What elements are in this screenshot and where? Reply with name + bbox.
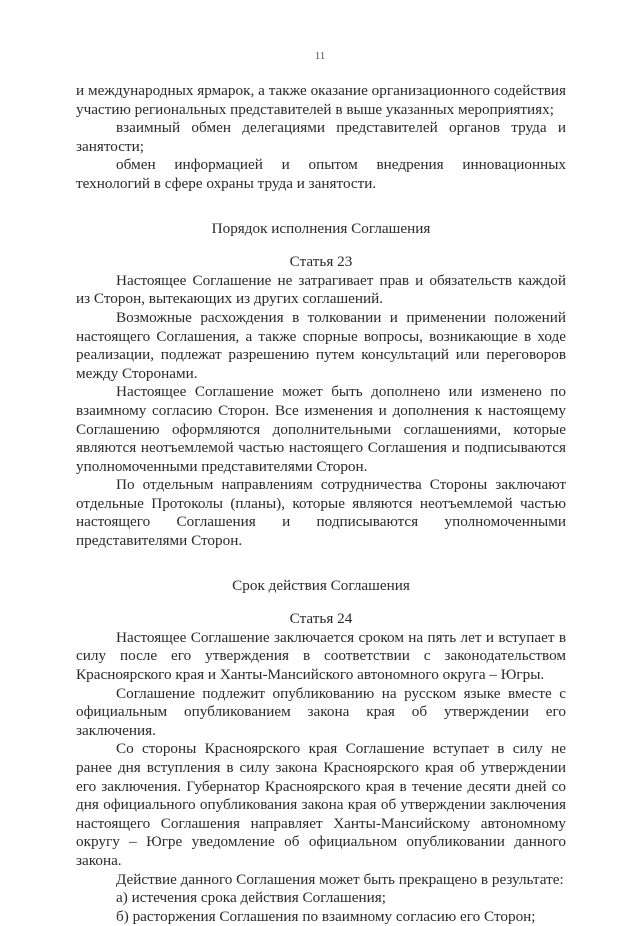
- paragraph: обмен информацией и опытом внедрения инновационных технологий в сфере охраны труда и занятости.: [76, 156, 566, 192]
- paragraph: взаимный обмен делегациями представителей органов труда и занятости;: [76, 119, 566, 155]
- paragraph: Настоящее Соглашение может быть дополнено или изменено по взаимному согласию Сторон. Все изменения и дополнения к настоящему Соглашению оформляются дополнительными соглашениями, которые являются неотъемлемой частью настоящего Соглашения и подписываются уполномоченными представителями Сторон.: [76, 383, 566, 475]
- list-item: а) истечения срока действия Соглашения;: [116, 889, 386, 907]
- section-heading: Срок действия Соглашения: [232, 576, 410, 594]
- paragraph: Соглашение подлежит опубликованию на русском языке вместе с официальным опубликованием закона края об утверждении его заключения.: [76, 684, 566, 739]
- paragraph: Возможные расхождения в толковании и применении положений настоящего Соглашения, а также спорные вопросы, возникающие в ходе реализации, подлежат разрешению путем консультаций или переговоров между Сторонами.: [76, 308, 566, 382]
- paragraph: Со стороны Красноярского края Соглашение вступает в силу не ранее дня вступления в силу закона Красноярского края об утверждении его заключения. Губернатор Красноярского края в течение десяти дней со дня официального опубликования закона края об утверждении заключения настоящего Соглашения направляет Ханты-Мансийскому автономному округу – Югре уведомление об официальном опубликовании данного закона.: [76, 740, 566, 869]
- paragraph: По отдельным направлениям сотрудничества Стороны заключают отдельные Протоколы (планы), которые являются неотъемлемой частью настоящего Соглашения и подписываются уполномоченными представителями Сторон.: [76, 476, 566, 550]
- paragraph: Настоящее Соглашение заключается сроком на пять лет и вступает в силу после его утверждения в соответствии с законодательством Красноярского края и Ханты-Мансийского автономного округа – Югры.: [76, 628, 566, 684]
- paragraph: и международных ярмарок, а также оказание организационного содействия участию региональных представителей в выше указанных мероприятиях;: [76, 82, 566, 118]
- paragraph: Действие данного Соглашения может быть прекращено в результате:: [116, 870, 564, 888]
- section-heading: Порядок исполнения Соглашения: [211, 219, 431, 237]
- article-heading: Статья 24: [289, 610, 353, 628]
- paragraph: Настоящее Соглашение не затрагивает прав и обязательств каждой из Сторон, вытекающих из других соглашений.: [76, 271, 566, 308]
- list-item: б) расторжения Соглашения по взаимному согласию его Сторон;: [116, 907, 536, 925]
- document-body: [76, 82, 566, 926]
- page-number: 11: [314, 50, 326, 62]
- article-heading: Статья 23: [289, 253, 353, 271]
